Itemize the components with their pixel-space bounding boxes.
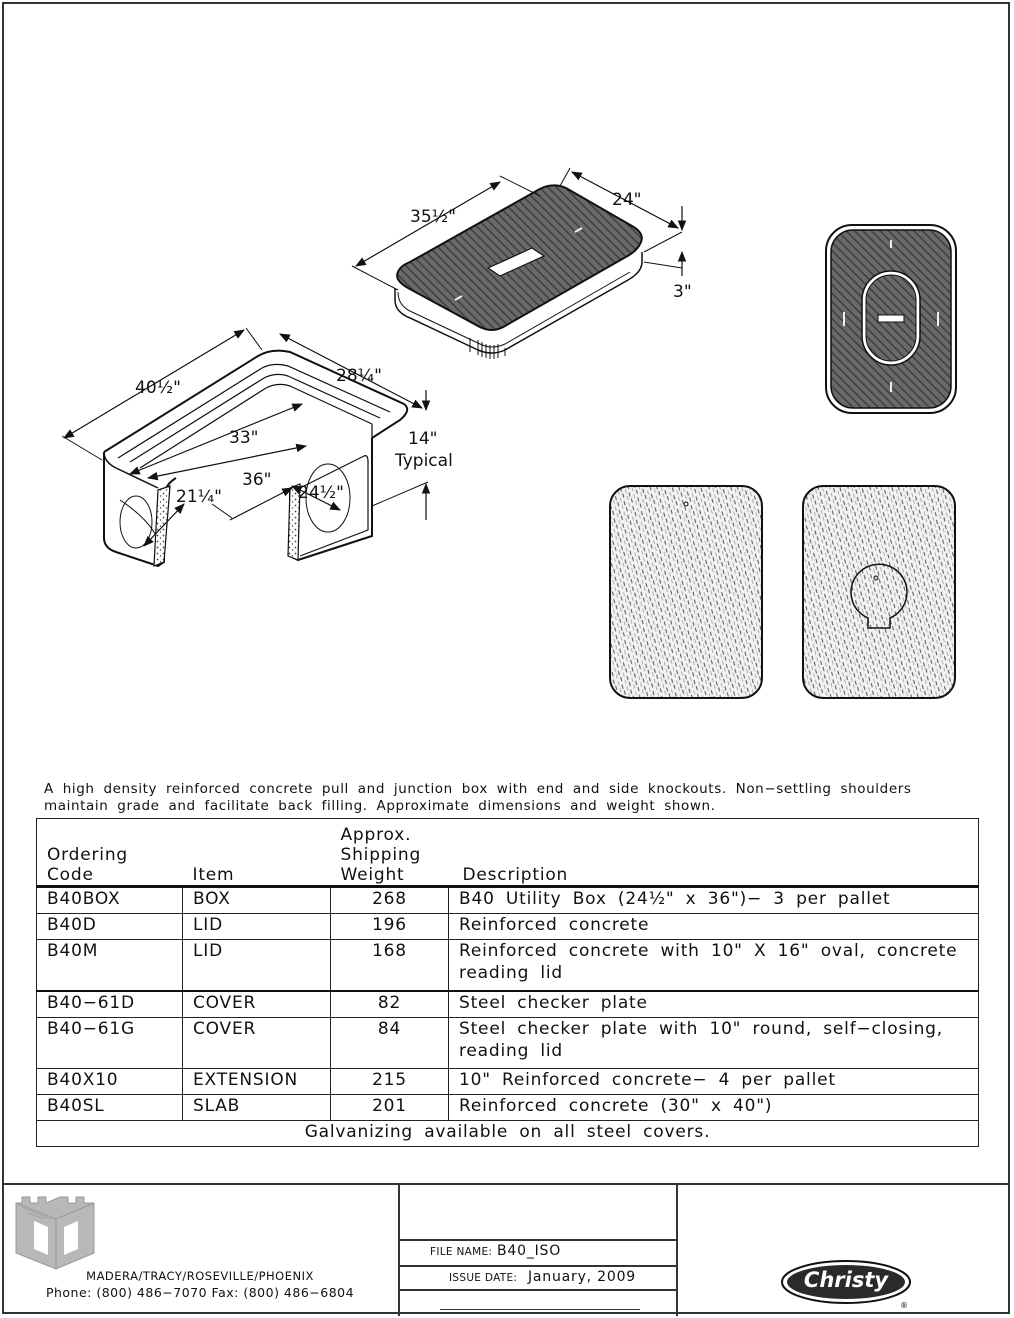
cell-item: COVER [183, 1018, 331, 1069]
file-name-label: FILE NAME: [430, 1246, 493, 1258]
cell-description: 10" Reinforced concrete− 4 per pallet [449, 1069, 979, 1095]
cell-code: B40−61G [37, 1018, 183, 1069]
divider [398, 1239, 678, 1241]
dim-box-inner-length2: 36" [242, 470, 272, 490]
header-weight-line3: Weight [340, 865, 405, 885]
cell-item: SLAB [183, 1095, 331, 1121]
issue-date-label: ISSUE DATE: [449, 1272, 518, 1284]
dim-lid-length: 35½" [410, 207, 456, 227]
cell-description: Steel checker plate [449, 991, 979, 1018]
cell-description: Reinforced concrete with 10" X 16" oval, concrete reading lid [449, 940, 979, 992]
cell-weight: 168 [331, 940, 449, 992]
cell-weight: 82 [331, 991, 449, 1018]
header-weight-line2: Shipping [340, 845, 422, 865]
contact-phone: Phone: (800) 486−7070 Fax: (800) 486−6804 [45, 1285, 355, 1300]
cell-code: B40BOX [37, 887, 183, 914]
table-row [37, 1095, 979, 1121]
cell-item: EXTENSION [183, 1069, 331, 1095]
cell-code: B40D [37, 914, 183, 940]
castle-logo-icon [14, 1191, 98, 1271]
cell-code: B40−61D [37, 991, 183, 1018]
header-item-label: Item [192, 865, 235, 885]
christy-brand-logo [780, 1259, 912, 1310]
divider [398, 1265, 678, 1267]
dim-box-inner-width: 21¼" [176, 487, 222, 507]
registered-mark: ® [900, 1301, 908, 1310]
cell-code: B40X10 [37, 1069, 183, 1095]
table-row [37, 1018, 979, 1069]
cell-weight: 268 [331, 887, 449, 914]
header-item [183, 819, 331, 887]
table-row [37, 940, 979, 992]
cell-item: COVER [183, 991, 331, 1018]
header-weight-line1: Approx. [340, 825, 412, 845]
header-weight [331, 819, 449, 887]
header-description [449, 819, 979, 887]
header-code-line2: Code [47, 865, 94, 885]
steel-checker-plate-plain [610, 486, 762, 698]
divider [398, 1185, 400, 1316]
file-name-value: B40_ISO [497, 1243, 562, 1259]
locations: MADERA/TRACY/ROSEVILLE/PHOENIX [86, 1269, 314, 1283]
table-row [37, 887, 979, 914]
brand-name: Christy [803, 1268, 889, 1292]
table-row [37, 991, 979, 1018]
dim-box-height-note: Typical [395, 451, 453, 471]
header-code-line1: Ordering [47, 845, 128, 865]
product-description: A high density reinforced concrete pull and junction box with end and side knockouts. Non−settling shoulders maintain grade and facilitate back filling. Approximate dimensions and weight shown. [44, 781, 912, 814]
divider [398, 1289, 678, 1291]
cell-code: B40SL [37, 1095, 183, 1121]
cell-code: B40M [37, 940, 183, 992]
cell-description: Reinforced concrete [449, 914, 979, 940]
dim-lid-width: 24" [612, 190, 642, 210]
cell-weight: 215 [331, 1069, 449, 1095]
dim-box-inner-length: 33" [229, 428, 259, 448]
dim-box-inner-width2: 24½" [298, 483, 344, 503]
table-header-row [37, 819, 979, 887]
header-ordering-code [37, 819, 183, 887]
cell-item: BOX [183, 887, 331, 914]
signature-line [440, 1309, 640, 1310]
cell-weight: 196 [331, 914, 449, 940]
table-row [37, 914, 979, 940]
cell-description: B40 Utility Box (24½" x 36")− 3 per pallet [449, 887, 979, 914]
divider [676, 1185, 678, 1316]
header-description-label: Description [462, 865, 569, 885]
spec-table [36, 818, 979, 1147]
table-footnote: Galvanizing available on all steel covers. [37, 1121, 979, 1147]
cell-description: Reinforced concrete (30" x 40") [449, 1095, 979, 1121]
cell-item: LID [183, 940, 331, 992]
cell-item: LID [183, 914, 331, 940]
title-block [2, 1183, 1010, 1316]
table-footnote-row [37, 1121, 979, 1147]
dim-lid-thickness: 3" [673, 282, 692, 302]
cell-weight: 84 [331, 1018, 449, 1069]
steel-checker-plate-reading-lid [803, 486, 955, 698]
issue-date-value: January, 2009 [528, 1269, 637, 1285]
dim-box-height: 14" [408, 429, 438, 449]
table-row [37, 1069, 979, 1095]
cell-description: Steel checker plate with 10" round, self−closing, reading lid [449, 1018, 979, 1069]
dim-box-length: 40½" [135, 378, 181, 398]
dim-box-width: 28¼" [336, 366, 382, 386]
cell-weight: 201 [331, 1095, 449, 1121]
lid-plan-view-oval [826, 225, 956, 413]
